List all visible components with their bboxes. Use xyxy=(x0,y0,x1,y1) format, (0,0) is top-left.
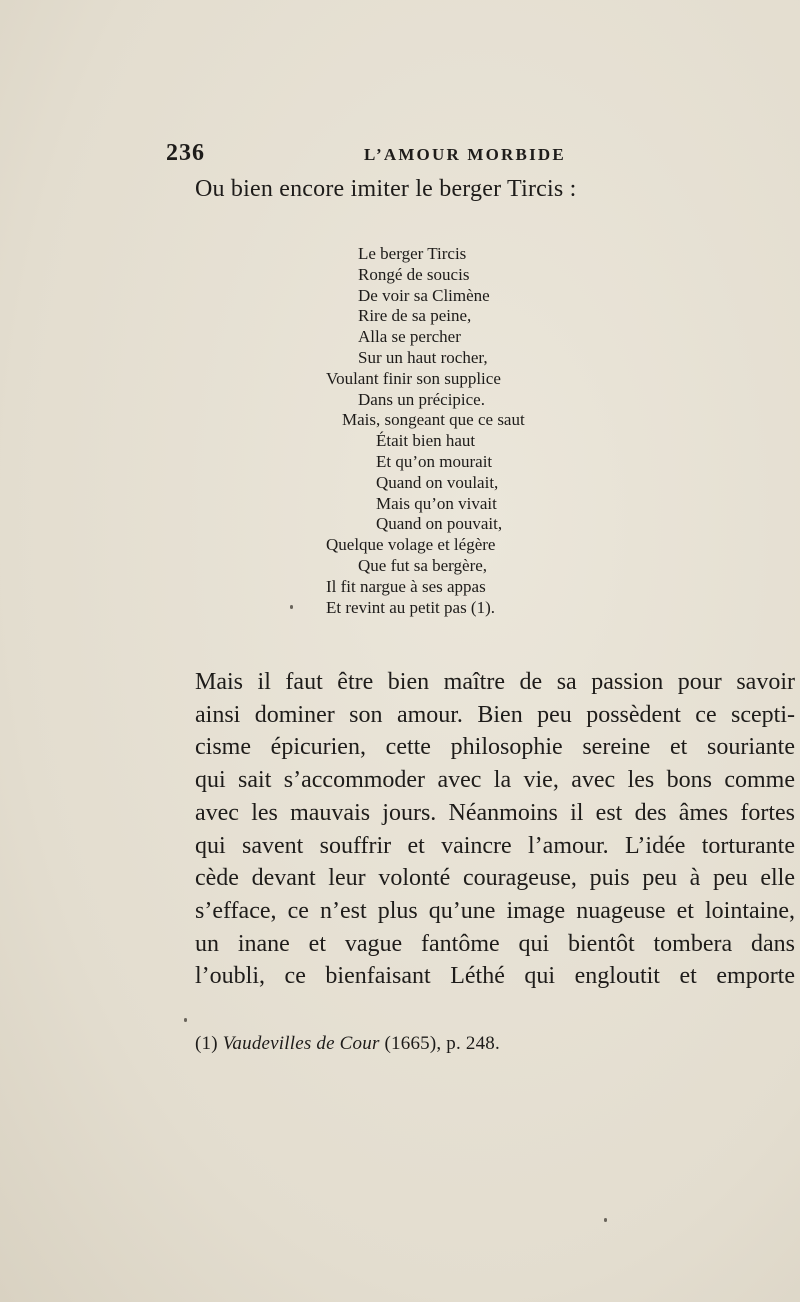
poem-line: De voir sa Climène xyxy=(358,285,490,305)
poem-line: Et revint au petit pas (1). xyxy=(326,597,496,617)
poem-line: Alla se percher xyxy=(358,327,461,347)
footnote xyxy=(195,1033,500,1055)
poem-line: Mais qu’on vivait xyxy=(376,493,497,513)
poem-line: Quelque volage et légère xyxy=(326,535,496,555)
footnote-reference: (1665), p. 248. xyxy=(384,1033,500,1054)
paragraph-line: Mais il faut être bien maître de sa passion pour savoir xyxy=(195,669,795,695)
footnote-marker: (1) xyxy=(195,1033,218,1054)
poem-line: Quand on pouvait, xyxy=(376,514,503,534)
footnote-title: Vaudevilles de Cour xyxy=(222,1033,380,1054)
running-title: L’AMOUR MORBIDE xyxy=(364,145,566,164)
paragraph-line: cisme épicurien, cette philosophie sereine et souriante xyxy=(195,734,795,761)
poem-line: Il fit nargue à ses appas xyxy=(326,576,486,596)
paper-speck xyxy=(184,1018,187,1022)
poem-line: Quand on voulait, xyxy=(376,472,499,492)
paragraph-line: un inane et vague fantôme qui bientôt tombera dans xyxy=(195,930,795,957)
paragraph-line: qui savent souffrir et vaincre l’amour. L’idée torturante xyxy=(195,832,795,859)
poem-line: Que fut sa bergère, xyxy=(358,556,488,575)
paragraph-line: l’oubli, ce bienfaisant Léthé qui engloutit et emporte xyxy=(195,963,795,990)
paragraph-line: qui sait s’accommoder avec la vie, avec les bons comme xyxy=(195,767,795,794)
paragraph-line: avec les mauvais jours. Néanmoins il est des âmes fortes xyxy=(195,799,795,826)
intro-line: Ou bien encore imiter le berger Tircis : xyxy=(195,176,577,202)
poem-line: Rongé de soucis xyxy=(358,264,470,284)
poem-line: Et qu’on mourait xyxy=(376,452,493,471)
paper-speck xyxy=(290,605,293,609)
poem-line: Dans un précipice. xyxy=(358,389,485,409)
poem-line: Était bien haut xyxy=(376,431,476,451)
paragraph-line: cède devant leur volonté courageuse, puis peu à peu elle xyxy=(195,865,795,892)
poem-line: Mais, songeant que ce saut xyxy=(342,410,525,430)
paragraph-line: s’efface, ce n’est plus qu’une image nuageuse et lointaine, xyxy=(195,897,795,924)
poem-line: Voulant finir son supplice xyxy=(326,368,501,388)
poem-line: Le berger Tircis xyxy=(358,244,467,263)
page-number: 236 xyxy=(166,140,205,166)
paragraph-line: ainsi dominer son amour. Bien peu possèdent ce scepti- xyxy=(195,701,795,728)
poem-line: Rire de sa peine, xyxy=(358,306,472,326)
paper-speck xyxy=(604,1218,607,1222)
poem-line: Sur un haut rocher, xyxy=(358,348,488,367)
body-paragraph xyxy=(195,666,795,993)
